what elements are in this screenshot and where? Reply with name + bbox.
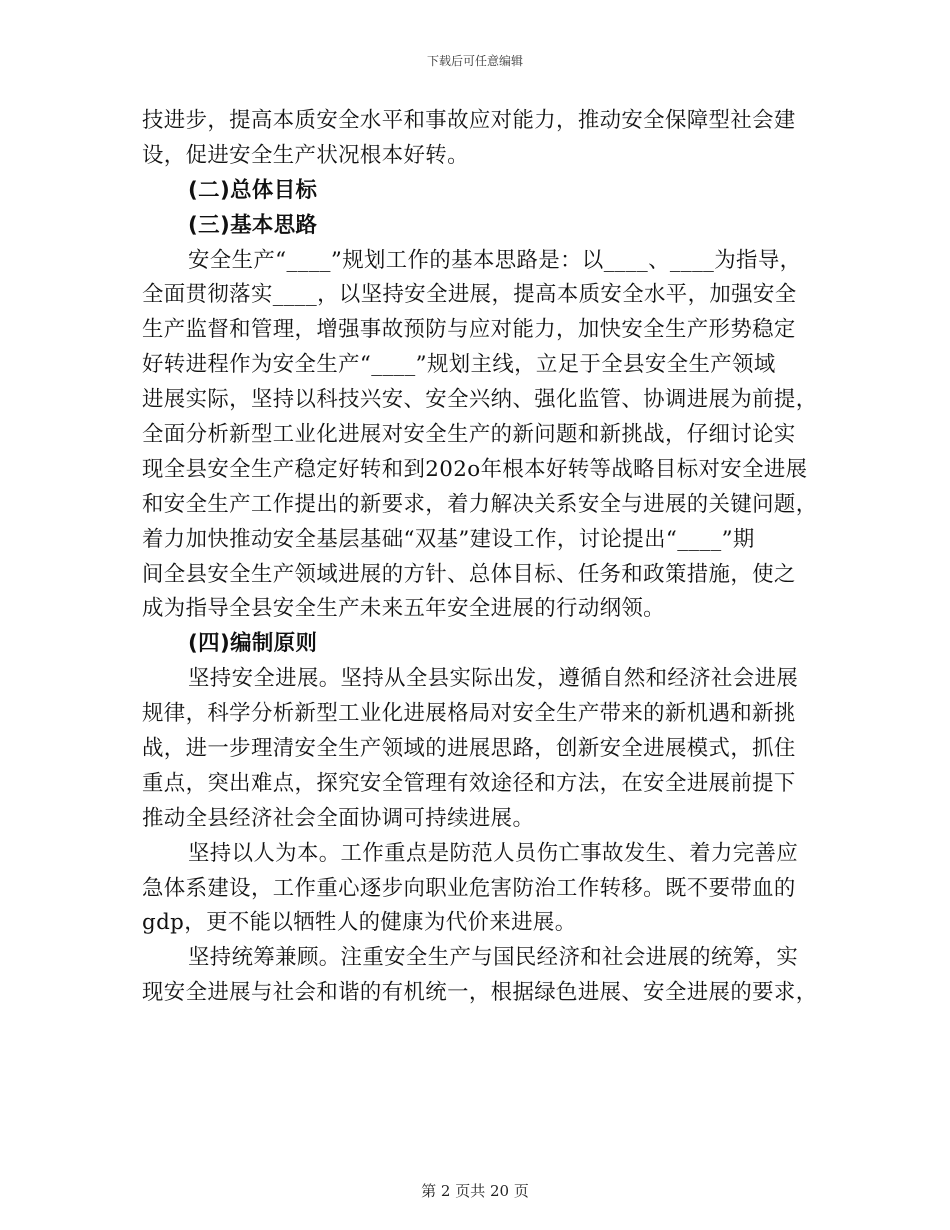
page-header: 下载后可任意编辑 xyxy=(426,54,523,68)
paragraph-line: 现安全进展与社会和谐的有机统一，根据绿色进展、安全进展的要求， xyxy=(142,980,818,1006)
paragraph-line: 进展实际，坚持以科技兴安、安全兴纳、强化监管、协调进展为前提， xyxy=(142,387,818,413)
paragraph-line: 技进步，提高本质安全水平和事故应对能力，推动安全保障型社会建 xyxy=(142,108,796,133)
paragraph-line: 和安全生产工作提出的新要求，着力解决关系安全与进展的关键问题， xyxy=(142,491,818,517)
section-heading: (二)总体目标 xyxy=(188,177,318,203)
paragraph-line: gdp，更不能以牺牲人的健康为代价来进展。 xyxy=(142,910,577,936)
paragraph-line: 推动全县经济社会全面协调可持续进展。 xyxy=(142,805,535,831)
document-body xyxy=(142,104,818,1011)
paragraph-line: 坚持统筹兼顾。注重安全生产与国民经济和社会进展的统筹，实 xyxy=(188,945,799,971)
section-heading: (三)基本思路 xyxy=(188,212,318,238)
paragraph-line: 间全县安全生产领域进展的方针、总体目标、任务和政策措施，使之 xyxy=(142,561,796,587)
paragraph-line: 设，促进安全生产状况根本好转。 xyxy=(142,142,469,168)
paragraph-line: 急体系建设，工作重心逐步向职业危害防治工作转移。既不要带血的 xyxy=(142,875,796,901)
paragraph-line: 现全县安全生产稳定好转和到202o年根本好转等战略目标对安全进展 xyxy=(142,456,808,482)
paragraph-line: 安全生产“____”规划工作的基本思路是：以____、____为指导， xyxy=(188,247,802,273)
paragraph-line: 坚持以人为本。工作重点是防范人员伤亡事故发生、着力完善应 xyxy=(188,840,799,866)
paragraph-line: 全面贯彻落实____，以坚持安全进展，提高本质安全水平，加强安全 xyxy=(142,282,797,308)
paragraph-line: 规律，科学分析新型工业化进展格局对安全生产带来的新机遇和新挑 xyxy=(142,701,796,727)
paragraph-line: 好转进程作为安全生产“____”规划主线，立足于全县安全生产领域 xyxy=(142,352,776,378)
paragraph-line: 成为指导全县安全生产未来五年安全进展的行动纲领。 xyxy=(142,596,665,622)
paragraph-line: 全面分析新型工业化进展对安全生产的新问题和新挑战，仔细讨论实 xyxy=(142,422,796,448)
page-number: 第 2 页共 20 页 xyxy=(421,1182,529,1200)
paragraph-line: 生产监督和管理，增强事故预防与应对能力，加快安全生产形势稳定 xyxy=(142,317,796,343)
section-heading: (四)编制原则 xyxy=(188,631,318,657)
paragraph-line: 战，进一步理清安全生产领域的进展思路，创新安全进展模式，抓住 xyxy=(142,736,796,762)
paragraph-line: 重点，突出难点，探究安全管理有效途径和方法，在安全进展前提下 xyxy=(142,770,796,796)
paragraph-line: 坚持安全进展。坚持从全县实际出发，遵循自然和经济社会进展 xyxy=(188,666,799,692)
paragraph-line: 着力加快推动安全基层基础“双基”建设工作，讨论提出“____”期 xyxy=(142,526,755,552)
